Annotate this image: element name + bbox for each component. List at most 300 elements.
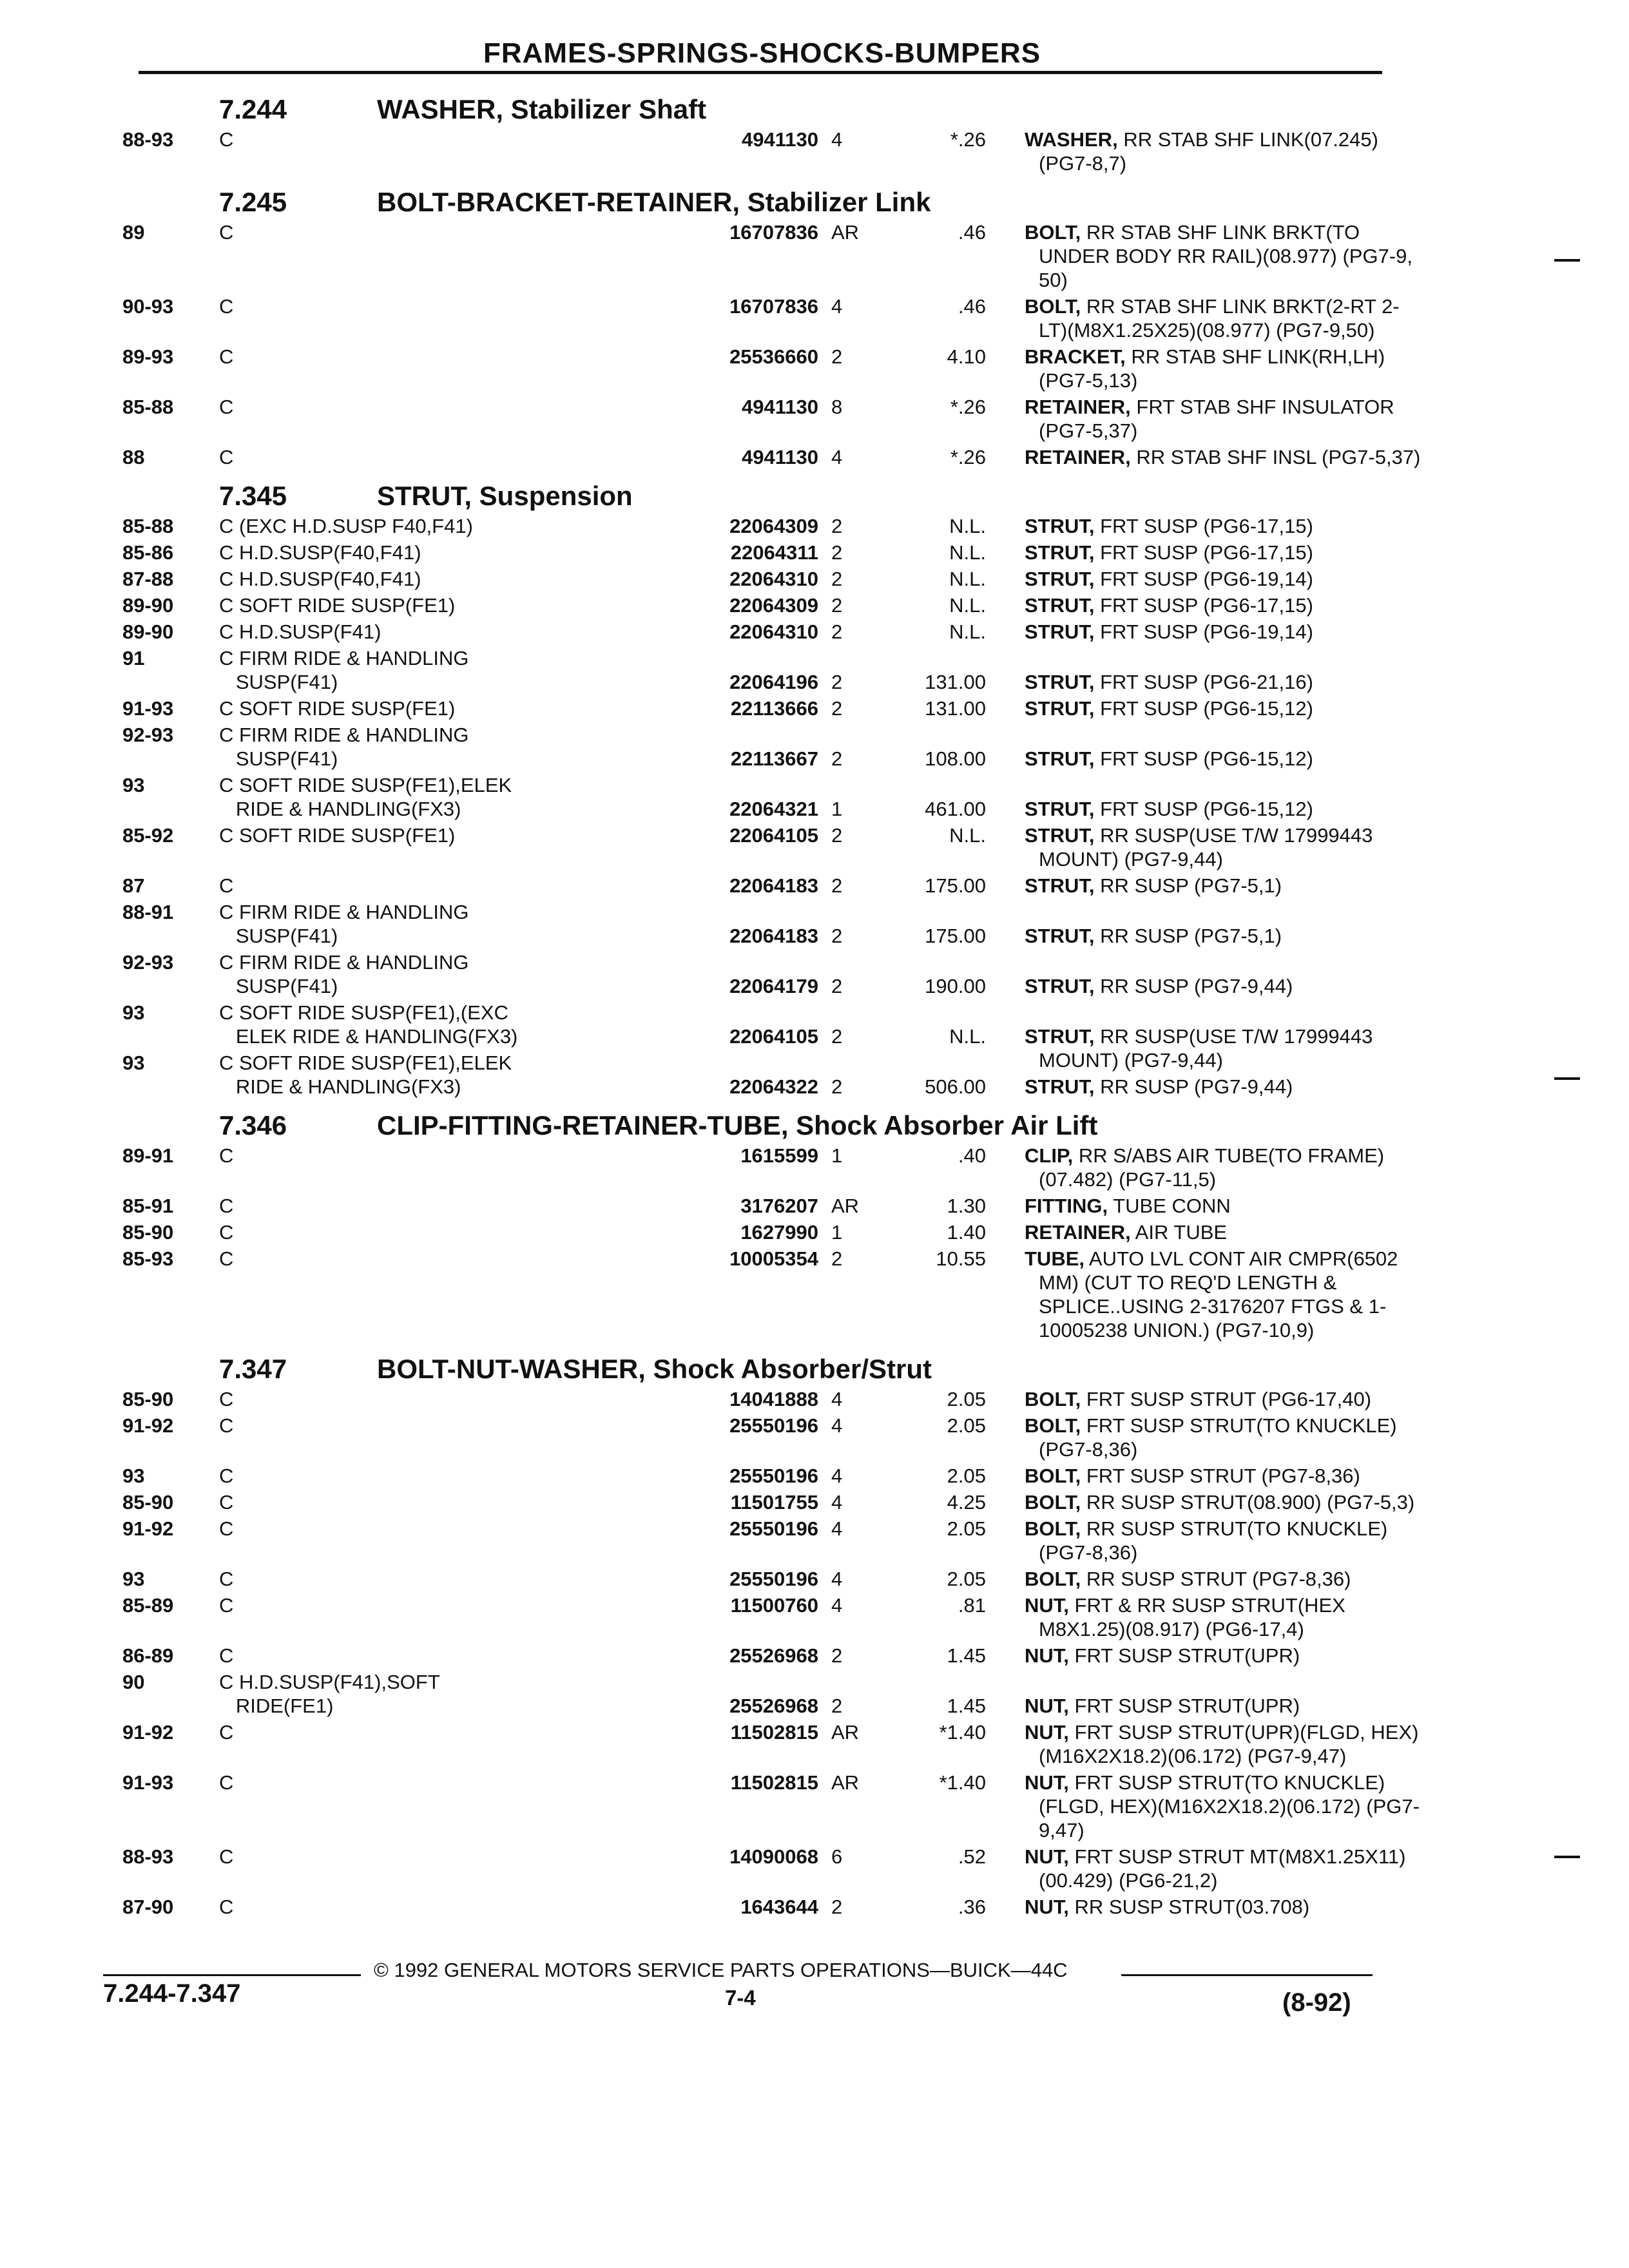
part-description: LT)(M8X1.25X25)(08.977) (PG7-9,50) bbox=[1039, 319, 1375, 341]
usage-description: SUSP(F41) bbox=[219, 671, 338, 693]
part-name: STRUT, bbox=[1025, 594, 1095, 617]
part-name-line bbox=[1025, 620, 1489, 644]
usage-description: C SOFT RIDE SUSP(FE1),(EXC bbox=[219, 1001, 508, 1024]
usage-description: C bbox=[219, 874, 234, 897]
part-row bbox=[122, 395, 1394, 445]
quantity: AR bbox=[831, 1195, 860, 1217]
part-name: STRUT, bbox=[1025, 925, 1095, 947]
usage-description: RIDE & HANDLING(FX3) bbox=[219, 798, 461, 820]
part-name-line bbox=[1025, 541, 1489, 564]
part-name: STRUT, bbox=[1025, 697, 1095, 720]
model-years: 88-91 bbox=[122, 901, 174, 923]
price: 1.40 bbox=[947, 1221, 986, 1244]
quantity: 2 bbox=[831, 1075, 843, 1098]
quantity: 2 bbox=[831, 568, 843, 590]
model-years: 89-91 bbox=[122, 1144, 174, 1167]
part-name-line bbox=[1025, 128, 1489, 151]
part-name: BOLT, bbox=[1025, 1465, 1081, 1487]
part-row bbox=[122, 1593, 1379, 1644]
model-years: 88-93 bbox=[122, 1845, 174, 1868]
quantity: 4 bbox=[831, 1491, 843, 1514]
part-row bbox=[122, 950, 1379, 1001]
part-description: RR STAB SHF LINK BRKT(TO bbox=[1086, 221, 1360, 244]
part-name: BOLT, bbox=[1025, 1388, 1081, 1410]
part-number: 4941130 bbox=[742, 446, 818, 468]
part-description: MM) (CUT TO REQ'D LENGTH & bbox=[1039, 1271, 1337, 1294]
part-name: STRUT, bbox=[1025, 874, 1095, 897]
part-description: (PG7-8,7) bbox=[1039, 152, 1127, 175]
part-description: RR SUSP STRUT(08.900) (PG7-5,3) bbox=[1086, 1491, 1415, 1514]
section-title: CLIP-FITTING-RETAINER-TUBE, Shock Absorber Air Lift bbox=[377, 1110, 1098, 1140]
part-row bbox=[122, 1144, 1385, 1194]
quantity: 2 bbox=[831, 925, 843, 947]
usage-description: C (EXC H.D.SUSP F40,F41) bbox=[219, 515, 473, 537]
part-name: NUT, bbox=[1025, 1896, 1069, 1918]
model-years: 89-93 bbox=[122, 345, 174, 368]
part-description: (07.482) (PG7-11,5) bbox=[1039, 1168, 1217, 1191]
model-years: 85-89 bbox=[122, 1594, 174, 1617]
part-name: STRUT, bbox=[1025, 747, 1095, 770]
part-number: 22113666 bbox=[730, 697, 818, 720]
part-number: 1643644 bbox=[740, 1896, 818, 1918]
part-description: RR STAB SHF INSL (PG7-5,37) bbox=[1136, 446, 1421, 468]
usage-description: C bbox=[219, 1247, 234, 1270]
price: 10.55 bbox=[936, 1247, 986, 1270]
usage-description: C H.D.SUSP(F40,F41) bbox=[219, 568, 421, 590]
quantity: 2 bbox=[831, 515, 843, 537]
part-description: (PG7-5,13) bbox=[1039, 369, 1138, 392]
part-row bbox=[122, 874, 1379, 900]
usage-description: C FIRM RIDE & HANDLING bbox=[219, 647, 469, 669]
margin-mark bbox=[1554, 1856, 1580, 1858]
part-number: 22064105 bbox=[729, 824, 818, 847]
part-name-line bbox=[1025, 924, 1489, 948]
model-years: 85-90 bbox=[122, 1388, 174, 1410]
page-title: FRAMES-SPRINGS-SHOCKS-BUMPERS bbox=[483, 37, 1041, 69]
usage-description: C SOFT RIDE SUSP(FE1) bbox=[219, 594, 456, 617]
part-description: FRT SUSP STRUT(UPR) bbox=[1074, 1695, 1300, 1717]
part-name: NUT, bbox=[1025, 1845, 1069, 1868]
part-name: STRUT, bbox=[1025, 1025, 1095, 1048]
part-description: FRT SUSP (PG6-21,16) bbox=[1100, 671, 1313, 693]
quantity: 1 bbox=[831, 798, 843, 820]
part-name-line bbox=[1025, 670, 1489, 694]
part-row bbox=[122, 1567, 1379, 1593]
part-number: 22064310 bbox=[729, 568, 818, 590]
part-description: AUTO LVL CONT AIR CMPR(6502 bbox=[1088, 1247, 1398, 1270]
part-description: FRT SUSP (PG6-15,12) bbox=[1100, 747, 1313, 770]
model-years: 87-90 bbox=[122, 1896, 174, 1918]
model-years: 87 bbox=[122, 874, 145, 897]
quantity: AR bbox=[831, 221, 860, 244]
quantity: 4 bbox=[831, 1465, 843, 1487]
part-name-line bbox=[1025, 1075, 1489, 1099]
parts-catalog bbox=[122, 85, 1421, 1921]
part-number: 22064196 bbox=[729, 671, 818, 693]
part-description: FRT SUSP (PG6-17,15) bbox=[1100, 594, 1313, 617]
section-title: WASHER, Stabilizer Shaft bbox=[377, 94, 707, 124]
part-name-line bbox=[1025, 345, 1489, 369]
quantity: 2 bbox=[831, 975, 843, 997]
part-number: 4941130 bbox=[742, 128, 818, 151]
part-number: 22064309 bbox=[729, 594, 818, 617]
part-description: MOUNT) (PG7-9,44) bbox=[1039, 848, 1223, 870]
price: .46 bbox=[958, 221, 986, 244]
part-number: 22064321 bbox=[729, 798, 818, 820]
quantity: 4 bbox=[831, 1388, 843, 1410]
part-number: 25550196 bbox=[729, 1517, 818, 1540]
part-description: (PG7-8,36) bbox=[1039, 1438, 1138, 1461]
quantity: 2 bbox=[831, 1025, 843, 1048]
price: *.26 bbox=[950, 396, 986, 418]
price: 190.00 bbox=[925, 975, 986, 997]
part-description: FRT SUSP (PG6-19,14) bbox=[1100, 568, 1313, 590]
usage-description: C H.D.SUSP(F41) bbox=[219, 620, 381, 643]
part-description: RR STAB SHF LINK(RH,LH) bbox=[1131, 345, 1385, 368]
part-name-line bbox=[1025, 1593, 1489, 1617]
part-row bbox=[122, 1771, 1420, 1845]
part-description: FRT SUSP (PG6-19,14) bbox=[1100, 620, 1313, 643]
usage-description: C bbox=[219, 1414, 234, 1437]
quantity: 2 bbox=[831, 1247, 843, 1270]
part-row bbox=[122, 593, 1379, 620]
part-number: 11502815 bbox=[730, 1721, 818, 1744]
section-heading bbox=[122, 1106, 1379, 1144]
part-name-line bbox=[1025, 1414, 1489, 1437]
part-name-line bbox=[1025, 294, 1489, 318]
part-row bbox=[122, 1194, 1379, 1220]
part-description: FRT SUSP STRUT(UPR) bbox=[1074, 1644, 1300, 1667]
part-name: STRUT, bbox=[1025, 798, 1095, 820]
part-name-line bbox=[1025, 1490, 1489, 1514]
usage-description: C bbox=[219, 1896, 234, 1918]
part-name: STRUT, bbox=[1025, 620, 1095, 643]
part-description: (PG7-5,37) bbox=[1039, 419, 1138, 442]
part-name: STRUT, bbox=[1025, 671, 1095, 693]
part-description: RR SUSP(USE T/W 17999443 bbox=[1100, 824, 1373, 847]
part-name-line bbox=[1025, 593, 1489, 617]
usage-description: C SOFT RIDE SUSP(FE1),ELEK bbox=[219, 1052, 512, 1074]
part-number: 25550196 bbox=[729, 1414, 818, 1437]
part-description: (00.429) (PG6-21,2) bbox=[1039, 1869, 1218, 1892]
section-number: 7.347 bbox=[219, 1354, 287, 1384]
quantity: 4 bbox=[831, 1568, 843, 1590]
model-years: 85-92 bbox=[122, 824, 174, 847]
quantity: AR bbox=[831, 1721, 860, 1744]
quantity: 2 bbox=[831, 541, 843, 564]
part-row bbox=[122, 1517, 1388, 1567]
usage-description: C bbox=[219, 1221, 234, 1244]
usage-description: C SOFT RIDE SUSP(FE1) bbox=[219, 697, 456, 720]
part-name: RETAINER, bbox=[1025, 1221, 1131, 1244]
part-name: BOLT, bbox=[1025, 1491, 1081, 1514]
part-description: FRT SUSP (PG6-15,12) bbox=[1100, 697, 1313, 720]
price: 2.05 bbox=[947, 1388, 986, 1410]
part-name-line bbox=[1025, 797, 1489, 821]
part-description: FRT SUSP STRUT MT(M8X1.25X11) bbox=[1074, 1845, 1406, 1868]
part-name-line bbox=[1025, 514, 1489, 538]
usage-description: C bbox=[219, 1568, 234, 1590]
model-years: 91-92 bbox=[122, 1517, 174, 1540]
part-name-line bbox=[1025, 1144, 1489, 1168]
part-description: 9,47) bbox=[1039, 1819, 1084, 1841]
model-years: 87-88 bbox=[122, 568, 174, 590]
part-row bbox=[122, 445, 1421, 472]
part-number: 11501755 bbox=[730, 1491, 818, 1514]
part-description: RR SUSP (PG7-5,1) bbox=[1100, 874, 1282, 897]
part-row bbox=[122, 1220, 1379, 1247]
usage-description: SUSP(F41) bbox=[219, 925, 338, 947]
part-number: 25550196 bbox=[729, 1568, 818, 1590]
usage-description: C bbox=[219, 128, 234, 151]
part-description: RR STAB SHF LINK(07.245) bbox=[1123, 128, 1378, 151]
part-description: (PG7-8,36) bbox=[1039, 1541, 1138, 1564]
model-years: 85-90 bbox=[122, 1491, 174, 1514]
quantity: 2 bbox=[831, 874, 843, 897]
part-name: NUT, bbox=[1025, 1644, 1069, 1667]
part-description: UNDER BODY RR RAIL)(08.977) (PG7-9, bbox=[1039, 245, 1412, 267]
part-number: 25526968 bbox=[729, 1644, 818, 1667]
price: .40 bbox=[958, 1144, 986, 1167]
part-name-line bbox=[1025, 1194, 1489, 1218]
section-heading bbox=[122, 477, 1379, 514]
model-years: 91-93 bbox=[122, 697, 174, 720]
model-years: 91 bbox=[122, 647, 145, 669]
model-years: 90-93 bbox=[122, 295, 174, 318]
part-description: FRT SUSP (PG6-17,15) bbox=[1100, 541, 1313, 564]
price: 4.10 bbox=[947, 345, 986, 368]
part-name-line bbox=[1025, 1464, 1489, 1488]
part-name-line bbox=[1025, 1567, 1489, 1591]
part-name: FITTING, bbox=[1025, 1195, 1108, 1217]
footer-date: (8-92) bbox=[1282, 1988, 1351, 2017]
part-name-line bbox=[1025, 1247, 1489, 1271]
model-years: 85-86 bbox=[122, 541, 174, 564]
price: 2.05 bbox=[947, 1465, 986, 1487]
part-row bbox=[122, 220, 1412, 294]
quantity: 2 bbox=[831, 824, 843, 847]
part-row bbox=[122, 620, 1379, 646]
price: *1.40 bbox=[939, 1721, 986, 1744]
part-number: 22064309 bbox=[729, 515, 818, 537]
part-name-line bbox=[1025, 1720, 1489, 1744]
usage-description: C bbox=[219, 1771, 234, 1794]
part-row bbox=[122, 345, 1385, 395]
quantity: AR bbox=[831, 1771, 860, 1794]
part-row bbox=[122, 1845, 1406, 1895]
part-name: WASHER, bbox=[1025, 128, 1118, 151]
usage-description: SUSP(F41) bbox=[219, 975, 338, 997]
part-name: CLIP, bbox=[1025, 1144, 1074, 1167]
part-description: FRT & RR SUSP STRUT(HEX bbox=[1074, 1594, 1345, 1617]
part-row bbox=[122, 823, 1379, 874]
model-years: 92-93 bbox=[122, 724, 174, 746]
quantity: 4 bbox=[831, 1414, 843, 1437]
part-description: RR S/ABS AIR TUBE(TO FRAME) bbox=[1078, 1144, 1385, 1167]
price: 1.30 bbox=[947, 1195, 986, 1217]
model-years: 85-93 bbox=[122, 1247, 174, 1270]
quantity: 4 bbox=[831, 1517, 843, 1540]
part-number: 22064310 bbox=[729, 620, 818, 643]
part-name: BOLT, bbox=[1025, 1517, 1081, 1540]
section-number: 7.345 bbox=[219, 481, 287, 511]
part-description: FRT SUSP STRUT (PG7-8,36) bbox=[1086, 1465, 1360, 1487]
model-years: 89 bbox=[122, 221, 145, 244]
footer-rule-right bbox=[1121, 1974, 1373, 1976]
part-description: (FLGD, HEX)(M16X2X18.2)(06.172) (PG7- bbox=[1039, 1795, 1420, 1818]
part-row bbox=[122, 646, 1379, 697]
footer-range: 7.244-7.347 bbox=[103, 1979, 241, 2008]
price: 1.45 bbox=[947, 1644, 986, 1667]
usage-description: C bbox=[219, 221, 234, 244]
section-heading bbox=[122, 183, 1379, 220]
footer-copyright: © 1992 GENERAL MOTORS SERVICE PARTS OPERATIONS—BUICK—44C bbox=[374, 1959, 1068, 1981]
part-description: RR SUSP(USE T/W 17999443 bbox=[1100, 1025, 1373, 1048]
part-description: FRT SUSP (PG6-17,15) bbox=[1100, 515, 1313, 537]
quantity: 2 bbox=[831, 697, 843, 720]
part-description: 50) bbox=[1039, 269, 1068, 291]
part-description: AIR TUBE bbox=[1135, 1221, 1228, 1244]
part-number: 4941130 bbox=[742, 396, 818, 418]
quantity: 4 bbox=[831, 128, 843, 151]
part-number: 3176207 bbox=[740, 1195, 818, 1217]
part-number: 14090068 bbox=[729, 1845, 818, 1868]
part-number: 22113667 bbox=[730, 747, 818, 770]
quantity: 2 bbox=[831, 671, 843, 693]
part-row bbox=[122, 541, 1379, 567]
part-description: SPLICE..USING 2-3176207 FTGS & 1- bbox=[1039, 1295, 1387, 1318]
part-row bbox=[122, 697, 1379, 723]
usage-description: C bbox=[219, 1721, 234, 1744]
part-name: NUT, bbox=[1025, 1771, 1069, 1794]
part-description: RR SUSP (PG7-5,1) bbox=[1100, 925, 1282, 947]
section-heading bbox=[122, 1350, 1379, 1387]
model-years: 88-93 bbox=[122, 128, 174, 151]
price: N.L. bbox=[949, 568, 986, 590]
usage-description: C SOFT RIDE SUSP(FE1),ELEK bbox=[219, 774, 512, 796]
part-description: RR SUSP (PG7-9,44) bbox=[1100, 1075, 1293, 1098]
part-number: 22064179 bbox=[729, 975, 818, 997]
quantity: 4 bbox=[831, 295, 843, 318]
part-row bbox=[122, 1414, 1397, 1464]
section-title: STRUT, Suspension bbox=[377, 481, 633, 511]
price: N.L. bbox=[949, 594, 986, 617]
part-name-line bbox=[1025, 220, 1489, 244]
part-number: 22064183 bbox=[729, 874, 818, 897]
section-number: 7.346 bbox=[219, 1110, 287, 1140]
price: .52 bbox=[958, 1845, 986, 1868]
footer-rule-left bbox=[103, 1974, 361, 1976]
part-number: 22064183 bbox=[729, 925, 818, 947]
margin-mark bbox=[1554, 259, 1580, 262]
usage-description: C bbox=[219, 1195, 234, 1217]
model-years: 91-92 bbox=[122, 1721, 174, 1744]
usage-description: C bbox=[219, 446, 234, 468]
price: .46 bbox=[958, 295, 986, 318]
part-description: RR SUSP STRUT(TO KNUCKLE) bbox=[1086, 1517, 1388, 1540]
model-years: 89-90 bbox=[122, 620, 174, 643]
usage-description: C FIRM RIDE & HANDLING bbox=[219, 724, 469, 746]
part-name: BOLT, bbox=[1025, 295, 1081, 318]
part-name-line bbox=[1025, 974, 1489, 998]
part-row bbox=[122, 567, 1379, 593]
quantity: 4 bbox=[831, 1594, 843, 1617]
usage-description: C bbox=[219, 1491, 234, 1514]
part-number: 25550196 bbox=[729, 1465, 818, 1487]
part-number: 25526968 bbox=[729, 1695, 818, 1717]
part-name-line bbox=[1025, 1024, 1489, 1048]
part-row bbox=[122, 128, 1379, 178]
price: *.26 bbox=[950, 128, 986, 151]
part-row bbox=[122, 1490, 1415, 1517]
part-name: NUT, bbox=[1025, 1721, 1069, 1744]
price: .81 bbox=[958, 1594, 986, 1617]
part-number: 22064311 bbox=[730, 541, 818, 564]
usage-description: C bbox=[219, 295, 234, 318]
part-number: 14041888 bbox=[729, 1388, 818, 1410]
part-row bbox=[122, 773, 1379, 823]
part-row bbox=[122, 900, 1379, 950]
part-row bbox=[122, 1644, 1379, 1670]
part-row bbox=[122, 1387, 1379, 1414]
part-name-line bbox=[1025, 747, 1489, 771]
part-description: RR STAB SHF LINK BRKT(2-RT 2- bbox=[1086, 295, 1400, 318]
model-years: 86-89 bbox=[122, 1644, 174, 1667]
part-name-line bbox=[1025, 874, 1489, 898]
price: 461.00 bbox=[925, 798, 986, 820]
part-name-line bbox=[1025, 1387, 1489, 1411]
part-name: BOLT, bbox=[1025, 1568, 1081, 1590]
part-name-line bbox=[1025, 697, 1489, 720]
usage-description: C bbox=[219, 1388, 234, 1410]
quantity: 4 bbox=[831, 446, 843, 468]
part-description: MOUNT) (PG7-9,44) bbox=[1039, 1049, 1223, 1072]
quantity: 2 bbox=[831, 747, 843, 770]
part-number: 22064322 bbox=[729, 1075, 818, 1098]
section-heading bbox=[122, 90, 1379, 128]
model-years: 92-93 bbox=[122, 951, 174, 974]
model-years: 88 bbox=[122, 446, 145, 468]
price: 2.05 bbox=[947, 1568, 986, 1590]
part-name: TUBE, bbox=[1025, 1247, 1084, 1270]
price: N.L. bbox=[949, 1025, 986, 1048]
model-years: 93 bbox=[122, 1001, 145, 1024]
usage-description: C bbox=[219, 1517, 234, 1540]
part-name: STRUT, bbox=[1025, 515, 1095, 537]
part-description: (M16X2X18.2)(06.172) (PG7-9,47) bbox=[1039, 1745, 1347, 1767]
part-description: RR SUSP STRUT(03.708) bbox=[1074, 1896, 1310, 1918]
part-name: STRUT, bbox=[1025, 541, 1095, 564]
page-number: 7-4 bbox=[725, 1986, 756, 2010]
part-name-line bbox=[1025, 1845, 1489, 1869]
part-name: BOLT, bbox=[1025, 221, 1081, 244]
price: 131.00 bbox=[925, 671, 986, 693]
part-description: FRT SUSP STRUT (PG6-17,40) bbox=[1086, 1388, 1372, 1410]
usage-description: C bbox=[219, 396, 234, 418]
price: *1.40 bbox=[939, 1771, 986, 1794]
price: 175.00 bbox=[925, 874, 986, 897]
part-name: STRUT, bbox=[1025, 1075, 1095, 1098]
usage-description: C FIRM RIDE & HANDLING bbox=[219, 951, 469, 974]
price: 108.00 bbox=[925, 747, 986, 770]
part-description: M8X1.25)(08.917) (PG6-17,4) bbox=[1039, 1618, 1304, 1640]
part-name-line bbox=[1025, 567, 1489, 591]
quantity: 6 bbox=[831, 1845, 843, 1868]
part-name-line bbox=[1025, 823, 1489, 847]
model-years: 93 bbox=[122, 774, 145, 796]
price: N.L. bbox=[949, 620, 986, 643]
part-row bbox=[122, 514, 1379, 541]
